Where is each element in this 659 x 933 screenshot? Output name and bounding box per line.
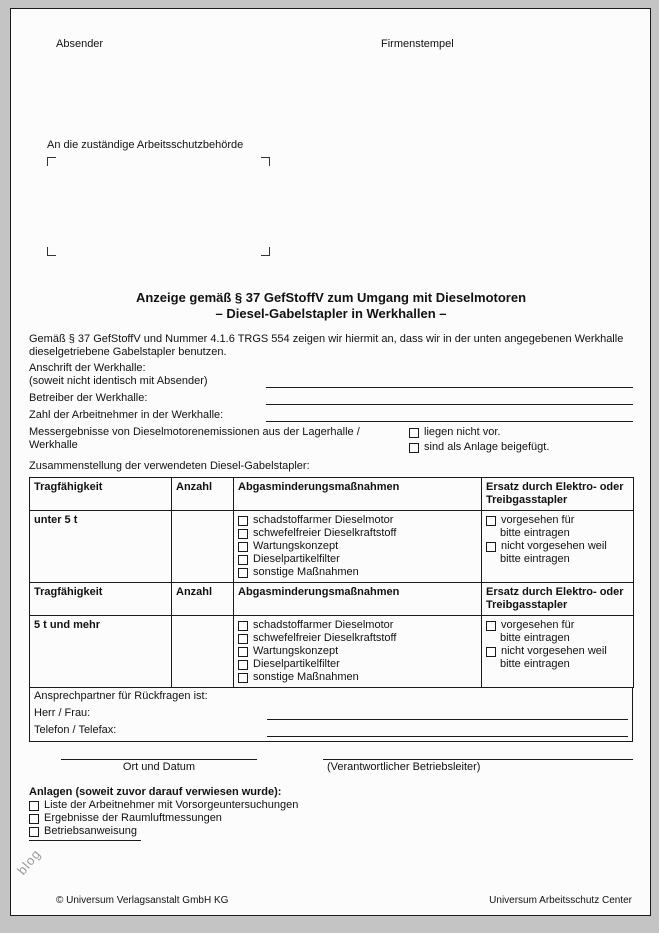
form-title-line1: Anzeige gemäß § 37 GefStoffV zum Umgang mit Dieselmotoren [135, 290, 527, 305]
col-header-anzahl: Anzahl [172, 478, 234, 511]
blog-watermark: blog [14, 846, 44, 878]
form-title-line2: – Diesel-Gabelstapler in Werkhallen – [215, 306, 447, 321]
absender-label: Absender [56, 38, 104, 50]
mess-option1-label: liegen nicht vor. [424, 426, 501, 438]
measure-label: schwefelfreier Dieselkraftstoff [253, 527, 397, 539]
replacement-label: nicht vorgesehen weil [501, 645, 607, 657]
measure-label: Wartungskonzept [253, 540, 339, 552]
replacement-cell [482, 511, 634, 583]
address-corner-mark [261, 247, 270, 256]
attachment-checkbox[interactable] [29, 814, 39, 824]
col-header-abgas: Abgasminderungsmaßnahmen [234, 478, 482, 511]
replacement-checkbox[interactable] [486, 647, 496, 657]
col-header-tragfaehigkeit: Tragfähigkeit [30, 583, 172, 616]
measure-label: Wartungskonzept [253, 645, 339, 657]
category-cell: 5 t und mehr [30, 616, 172, 688]
measure-checkbox[interactable] [238, 634, 248, 644]
mess-anlage-beigefuegt-checkbox[interactable] [409, 443, 419, 453]
attachment-checkbox[interactable] [29, 801, 39, 811]
address-corner-mark [47, 157, 56, 166]
measure-checkbox[interactable] [238, 660, 248, 670]
manager-signature-caption: (Verantwortlicher Betriebsleiter) [327, 761, 481, 773]
recipient-label: An die zuständige Arbeitsschutzbehörde [47, 139, 244, 151]
measure-label: schadstoffarmer Dieselmotor [253, 619, 394, 631]
replacement-label: vorgesehen für [501, 619, 575, 631]
replacement-checkbox[interactable] [486, 516, 496, 526]
name-label: Herr / Frau: [34, 707, 91, 719]
address-corner-mark [261, 157, 270, 166]
measure-checkbox[interactable] [238, 568, 248, 578]
measure-checkbox[interactable] [238, 621, 248, 631]
anzahl-cell[interactable] [172, 616, 234, 688]
zahl-input-line[interactable] [266, 408, 633, 422]
measure-label: sonstige Maßnahmen [253, 566, 359, 578]
betreiber-label: Betreiber der Werkhalle: [29, 392, 148, 404]
measure-label: schwefelfreier Dieselkraftstoff [253, 632, 397, 644]
stapler-table [29, 477, 634, 688]
attachments-divider [29, 838, 141, 841]
attachment-label: Liste der Arbeitnehmer mit Vorsorgeuntersuchungen [44, 799, 299, 811]
measure-label: sonstige Maßnahmen [253, 671, 359, 683]
table-header-row [30, 583, 634, 616]
category-cell: unter 5 t [30, 511, 172, 583]
measure-label: schadstoffarmer Dieselmotor [253, 514, 394, 526]
measure-label: Dieselpartikelfilter [253, 553, 340, 565]
form-page [10, 8, 651, 916]
address-corner-mark [47, 247, 56, 256]
anzahl-cell[interactable] [172, 511, 234, 583]
attachment-label: Ergebnisse der Raumluftmessungen [44, 812, 222, 824]
measure-label: Dieselpartikelfilter [253, 658, 340, 670]
replacement-label: vorgesehen für [501, 514, 575, 526]
replacement-note: bitte eintragen [500, 632, 570, 644]
mess-liegen-nicht-vor-checkbox[interactable] [409, 428, 419, 438]
footer-publisher: © Universum Verlagsanstalt GmbH KG [56, 895, 229, 906]
measure-checkbox[interactable] [238, 542, 248, 552]
measure-checkbox[interactable] [238, 516, 248, 526]
intro-paragraph: Gemäß § 37 GefStoffV und Nummer 4.1.6 TRGS 554 zeigen wir hiermit an, dass wir in der unten angegebenen Werkhalle dieselgetriebene Gabelstapler benutzen. [29, 333, 624, 358]
col-header-ersatz: Ersatz durch Elektro- oder Treibgasstapler [482, 478, 634, 511]
signature-section [29, 759, 633, 774]
attachments-section [29, 786, 633, 841]
attachment-label: Betriebsanweisung [44, 825, 137, 837]
anschrift-note: (soweit nicht identisch mit Absender) [29, 375, 208, 387]
attachment-checkbox[interactable] [29, 827, 39, 837]
table-header-row [30, 478, 634, 511]
mess-option2-label: sind als Anlage beigefügt. [424, 441, 550, 453]
phone-input-line[interactable] [267, 723, 628, 737]
measures-cell [234, 511, 482, 583]
replacement-cell [482, 616, 634, 688]
attachments-heading: Anlagen (soweit zuvor darauf verwiesen wurde): [29, 786, 282, 798]
zusammenstellung-label: Zusammenstellung der verwendeten Diesel-Gabelstapler: [29, 460, 310, 472]
measures-cell [234, 616, 482, 688]
name-input-line[interactable] [267, 706, 628, 720]
form-body [29, 290, 633, 841]
replacement-note: bitte eintragen [500, 527, 570, 539]
measure-checkbox[interactable] [238, 647, 248, 657]
col-header-anzahl: Anzahl [172, 583, 234, 616]
firmenstempel-label: Firmenstempel [381, 38, 454, 50]
phone-label: Telefon / Telefax: [34, 724, 117, 736]
replacement-label: nicht vorgesehen weil [501, 540, 607, 552]
contact-heading: Ansprechpartner für Rückfragen ist: [34, 690, 208, 702]
col-header-tragfaehigkeit: Tragfähigkeit [30, 478, 172, 511]
replacement-note: bitte eintragen [500, 553, 570, 565]
anschrift-label: Anschrift der Werkhalle: [29, 362, 146, 374]
betreiber-input-line[interactable] [266, 391, 633, 405]
date-signature-caption: Ort und Datum [122, 761, 196, 773]
replacement-checkbox[interactable] [486, 542, 496, 552]
table-row [30, 616, 634, 688]
anschrift-input-line[interactable] [266, 374, 633, 388]
replacement-note: bitte eintragen [500, 658, 570, 670]
zahl-label: Zahl der Arbeitnehmer in der Werkhalle: [29, 409, 224, 421]
measure-checkbox[interactable] [238, 529, 248, 539]
replacement-checkbox[interactable] [486, 621, 496, 631]
contact-section [29, 687, 633, 742]
messergebnisse-label: Messergebnisse von Dieselmotorenemissionen aus der Lagerhalle / Werkhalle [29, 426, 360, 451]
table-row [30, 511, 634, 583]
measure-checkbox[interactable] [238, 555, 248, 565]
col-header-abgas: Abgasminderungsmaßnahmen [234, 583, 482, 616]
measure-checkbox[interactable] [238, 673, 248, 683]
col-header-ersatz: Ersatz durch Elektro- oder Treibgasstapler [482, 583, 634, 616]
footer-brand: Universum Arbeitsschutz Center [489, 895, 632, 906]
